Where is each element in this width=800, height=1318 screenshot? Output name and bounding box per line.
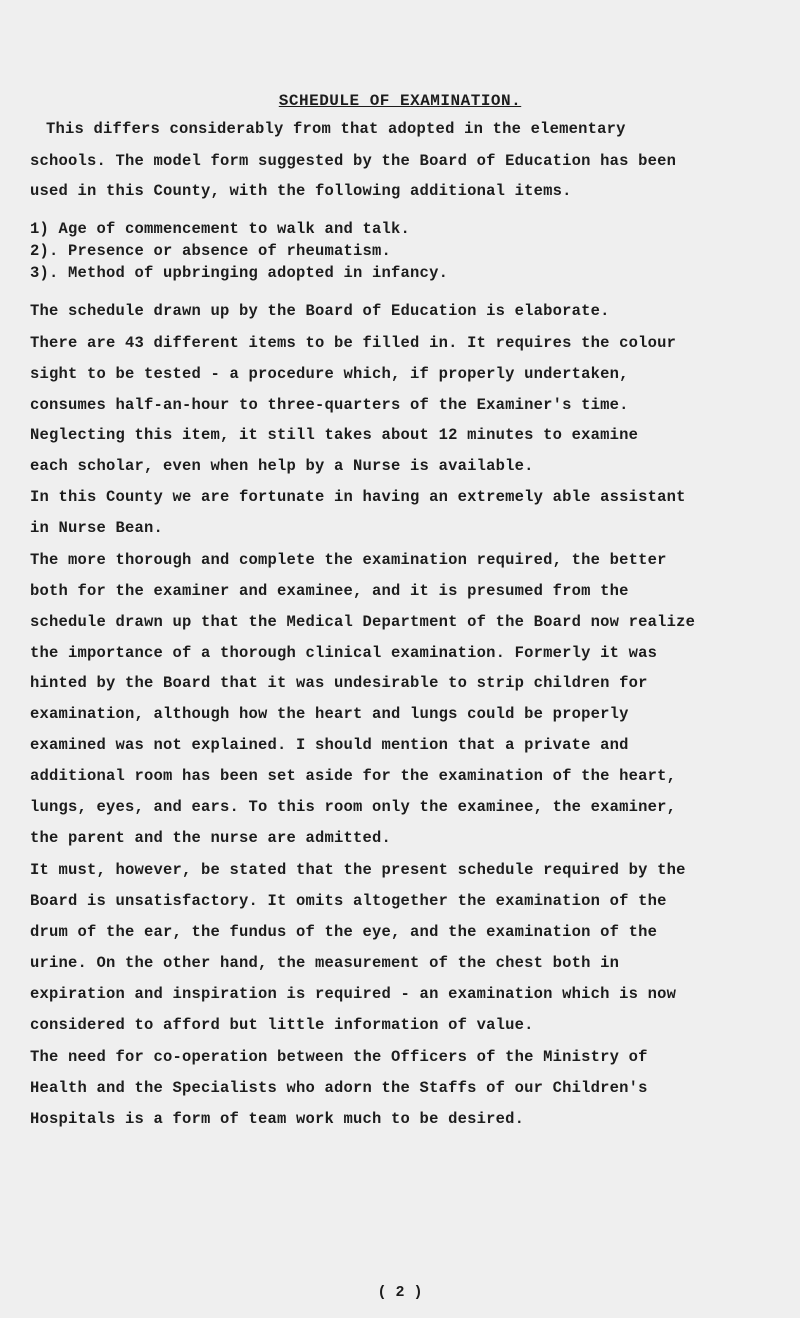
text-line: Health and the Specialists who adorn the Staffs of our Children's bbox=[30, 1079, 648, 1097]
text-line: schools. The model form suggested by the Board of Education has been bbox=[30, 152, 677, 170]
text-line: examined was not explained. I should mention that a private and bbox=[30, 736, 629, 754]
text-line: sight to be tested - a procedure which, if properly undertaken, bbox=[30, 365, 629, 383]
text-line: considered to afford but little information of value. bbox=[30, 1016, 534, 1034]
text-line: consumes half-an-hour to three-quarters of the Examiner's time. bbox=[30, 396, 629, 414]
text-line: hinted by the Board that it was undesirable to strip children for bbox=[30, 674, 648, 692]
text-line: drum of the ear, the fundus of the eye, and the examination of the bbox=[30, 923, 658, 941]
text-line: It must, however, be stated that the present schedule required by the bbox=[30, 861, 686, 879]
text-line: Board is unsatisfactory. It omits altogether the examination of the bbox=[30, 892, 667, 910]
text-line: The more thorough and complete the examination required, the better bbox=[30, 551, 667, 569]
text-line: In this County we are fortunate in having an extremely able assistant bbox=[30, 488, 686, 506]
text-line: Neglecting this item, it still takes about 12 minutes to examine bbox=[30, 426, 639, 444]
text-line: The need for co-operation between the Officers of the Ministry of bbox=[30, 1048, 648, 1066]
text-line: both for the examiner and examinee, and it is presumed from the bbox=[30, 582, 629, 600]
text-line: lungs, eyes, and ears. To this room only the examinee, the examiner, bbox=[30, 798, 677, 816]
text-line: used in this County, with the following additional items. bbox=[30, 182, 572, 200]
text-line: This differs considerably from that adopted in the elementary bbox=[46, 120, 626, 138]
text-line: the parent and the nurse are admitted. bbox=[30, 829, 392, 847]
text-line: The schedule drawn up by the Board of Education is elaborate. bbox=[30, 302, 610, 320]
list-item: 1) Age of commencement to walk and talk. bbox=[30, 220, 411, 238]
text-line: each scholar, even when help by a Nurse is available. bbox=[30, 457, 534, 475]
list-item: 3). Method of upbringing adopted in infancy. bbox=[30, 264, 449, 282]
text-line: urine. On the other hand, the measurement of the chest both in bbox=[30, 954, 620, 972]
text-line: the importance of a thorough clinical examination. Formerly it was bbox=[30, 644, 658, 662]
text-line: additional room has been set aside for the examination of the heart, bbox=[30, 767, 677, 785]
text-line: Hospitals is a form of team work much to be desired. bbox=[30, 1110, 525, 1128]
list-item: 2). Presence or absence of rheumatism. bbox=[30, 242, 392, 260]
page-number: ( 2 ) bbox=[377, 1284, 423, 1301]
text-line: examination, although how the heart and lungs could be properly bbox=[30, 705, 629, 723]
text-line: There are 43 different items to be filled in. It requires the colour bbox=[30, 334, 677, 352]
text-line: expiration and inspiration is required - an examination which is now bbox=[30, 985, 677, 1003]
page-title: SCHEDULE OF EXAMINATION. bbox=[278, 92, 522, 110]
text-line: schedule drawn up that the Medical Department of the Board now realize bbox=[30, 613, 696, 631]
text-line: in Nurse Bean. bbox=[30, 519, 164, 537]
